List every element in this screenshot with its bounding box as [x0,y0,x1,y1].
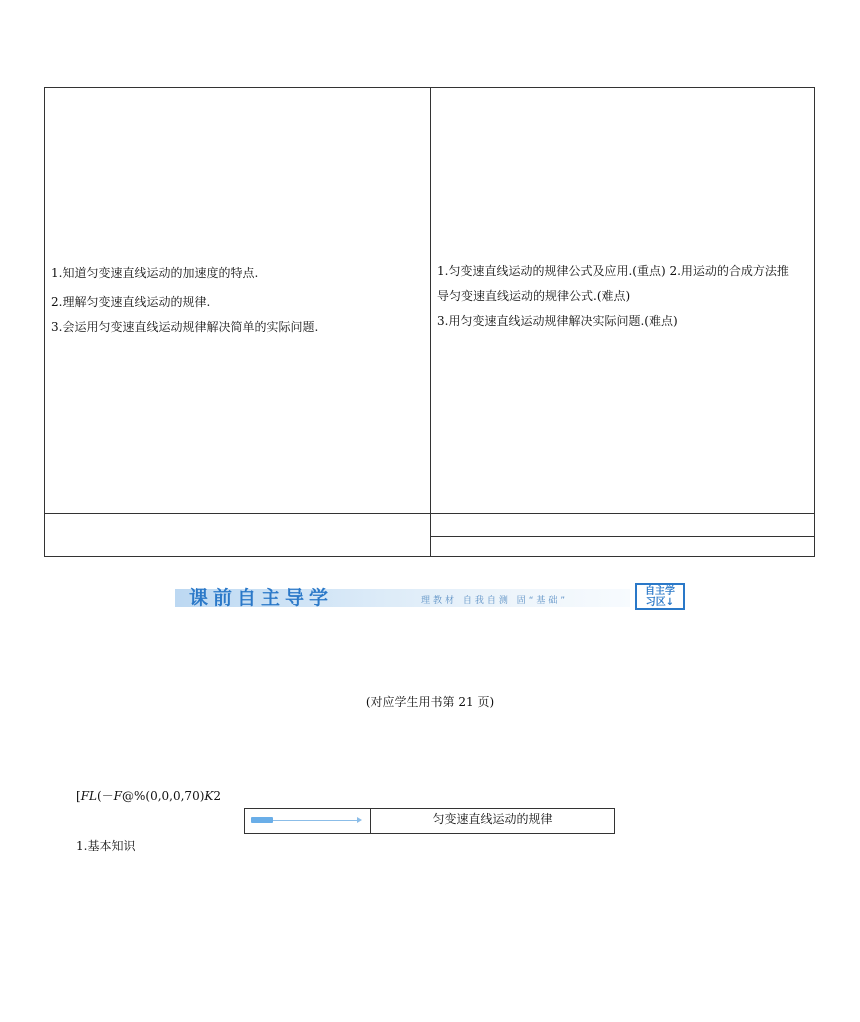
banner-badge [635,583,685,610]
key-point-line: 导匀变速直线运动的规律公式.(难点) [437,289,631,303]
table-empty-cell [45,513,431,557]
objectives-table [44,87,815,557]
section-header [244,808,615,834]
basic-knowledge-heading: 1.基本知识 [76,839,136,853]
key-point-line: 1.匀变速直线运动的规律公式及应用.(重点) 2.用运动的合成方法推 [437,264,789,278]
knowledge-goals-cell [45,88,431,513]
banner-badge-line: 自主学 [645,586,675,597]
knowledge-goals-text [51,261,424,340]
table-empty-cell [431,513,814,536]
table-empty-cell [431,536,814,557]
banner-badge-line: 习区↓ [645,597,675,608]
goal-item: 1.知道匀变速直线运动的加速度的特点. [51,266,259,280]
banner-subtitle: 理教材 自我自测 固“基础” [421,596,569,606]
banner-title: 课前自主导学 [189,587,334,609]
goal-item: 3.会运用匀变速直线运动规律解决简单的实际问题. [51,320,319,334]
page-reference: (对应学生用书第 21 页) [365,695,495,709]
key-points-text [437,259,808,334]
section-banner [175,583,687,611]
arrow-decoration-icon [245,809,371,833]
key-point-line: 3.用匀变速直线运动规律解决实际问题.(难点) [437,314,678,328]
section-title: 匀变速直线运动的规律 [432,812,553,826]
typesetting-code: [FL(－F@%(0,0,0,70)K2 [76,789,221,803]
goal-item: 2.理解匀变速直线运动的规律. [51,295,211,309]
key-points-cell [431,88,814,513]
